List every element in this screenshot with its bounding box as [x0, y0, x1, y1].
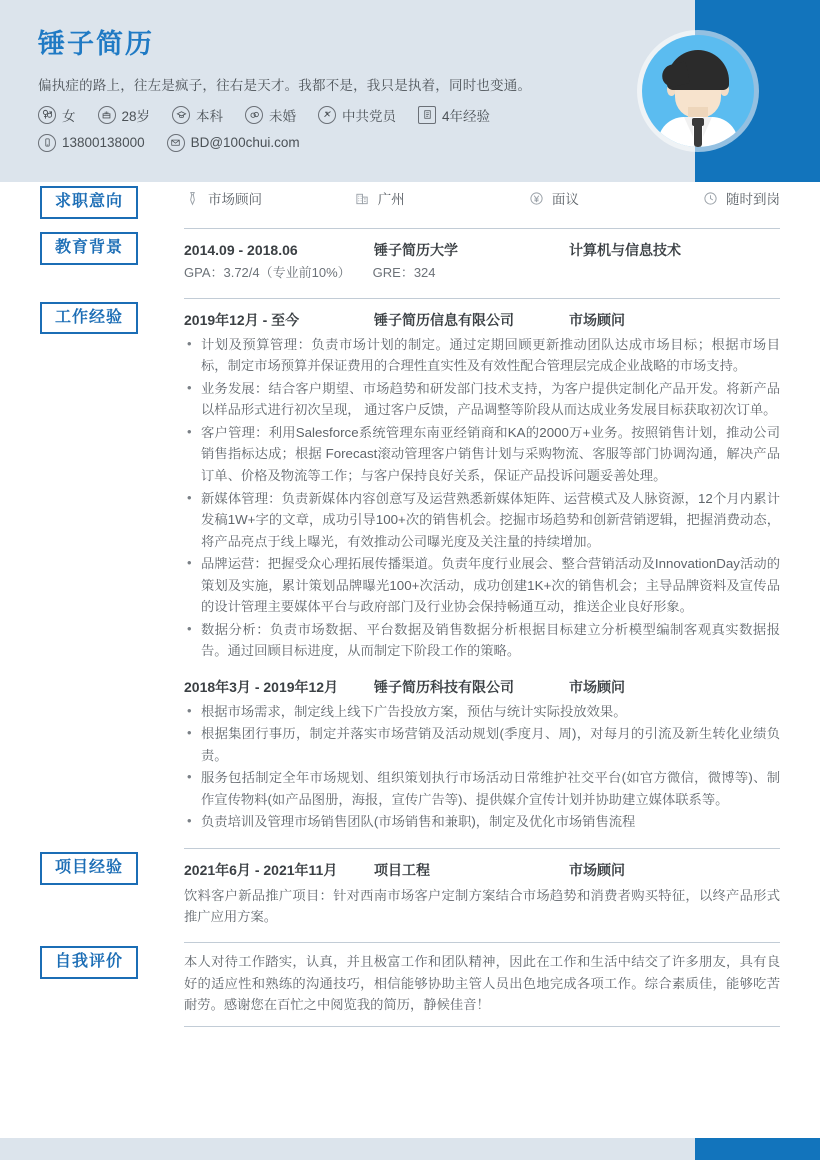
- work-role: 市场顾问: [569, 678, 625, 695]
- work-role: 市场顾问: [569, 311, 625, 328]
- section-body-education: [184, 228, 780, 298]
- work-date: 2018年3月 - 2019年12月: [184, 678, 339, 695]
- section-body-intention: [184, 182, 780, 228]
- section-label-col: [40, 298, 184, 335]
- list-item: • 数据分析：负责市场数据、平台数据及销售数据分析根据目标建立分析模型编制客观真实数据报告。通过回顾目标进度，从而制定下阶段工作的策略。: [184, 619, 780, 662]
- info-email: [167, 134, 300, 152]
- project-role: 市场顾问: [569, 861, 625, 878]
- intention-availability: [702, 188, 780, 208]
- education-major: 计算机与信息技术: [569, 242, 681, 258]
- info-education-text: 本科: [196, 108, 224, 124]
- info-education: [172, 105, 223, 125]
- section-project-experience: [40, 848, 780, 942]
- intention-city: [354, 188, 528, 208]
- avatar-hair: [667, 50, 729, 90]
- intention-availability-text: 随时到岗: [726, 192, 780, 207]
- footer-accent-bar: [695, 1138, 820, 1160]
- avatar-tie: [694, 123, 702, 147]
- project-description: 饮料客户新品推广项目：针对西南市场客户定制方案结合市场趋势和消费者购买特征，以终产品形式推广应用方案。: [184, 887, 780, 925]
- avatar: [642, 35, 754, 147]
- birthday-cake-icon: [98, 106, 116, 124]
- section-label-project: 项目经验: [40, 852, 138, 885]
- education-date: 2014.09 - 2018.06: [184, 242, 298, 258]
- evaluation-body: [184, 943, 780, 1026]
- yen-circle-icon: [528, 190, 545, 207]
- email-icon: [167, 134, 185, 152]
- graduation-cap-icon: [172, 106, 190, 124]
- page-footer: [0, 1138, 820, 1160]
- info-political: [318, 105, 396, 125]
- section-label-col: [40, 228, 184, 265]
- section-body-evaluation: [184, 942, 780, 1031]
- info-marital: [245, 105, 296, 125]
- intention-city-text: 广州: [377, 192, 405, 207]
- info-political-text: 中共党员: [342, 108, 397, 124]
- section-label-col: [40, 848, 184, 885]
- work-bullet-list: [184, 334, 780, 662]
- work-date: 2019年12月 - 至今: [184, 311, 300, 328]
- info-experience: [418, 105, 490, 125]
- work-bullet-list: [184, 701, 780, 833]
- project-name: 项目工程: [374, 861, 430, 878]
- section-job-intention: [40, 182, 780, 228]
- work-company: 锤子简历信息有限公司: [374, 311, 514, 328]
- section-label-col: [40, 182, 184, 219]
- section-divider-bottom: [184, 1026, 780, 1027]
- gender-icon: [38, 106, 56, 124]
- list-item: • 根据市场需求，制定线上线下广告投放方案，预估与统计实际投放效果。: [184, 701, 780, 723]
- list-item: • 负责培训及管理市场销售团队(市场销售和兼职)，制定及优化市场销售流程: [184, 811, 780, 833]
- section-self-evaluation: [40, 942, 780, 1031]
- info-age: [98, 105, 151, 125]
- list-item: • 品牌运营：把握受众心理拓展传播渠道。负责年度行业展会、整合营销活动及InnovationDay活动的策划及实施，累计策划品牌曝光100+次活动，成功创建1K+次的销售机会；主导品牌资料及宣传品的设计管理主要媒体平台与政府部门及行业协会保持畅通互动，推送企业良好形象。: [184, 553, 780, 618]
- intention-position-text: 市场顾问: [208, 192, 262, 207]
- list-item: • 根据集团行事历，制定并落实市场营销及活动规划(季度月、周)，对每月的引流及新生转化业绩负责。: [184, 723, 780, 766]
- info-age-text: 28岁: [121, 108, 151, 124]
- section-education: [40, 228, 780, 298]
- list-item: • 计划及预算管理：负责市场计划的制定。通过定期回顾更新推动团队达成市场目标；根据市场目标，制定市场预算并保证费用的合理性直实性及有效性配合管理层完成企业战略的市场支持。: [184, 334, 780, 377]
- work-years-icon: [418, 106, 436, 124]
- avatar-collar-right: [703, 117, 712, 137]
- intention-salary: [528, 188, 702, 208]
- intention-position: [184, 188, 354, 208]
- resume-title: 锤子简历: [38, 29, 154, 59]
- list-item: • 新媒体管理：负责新媒体内容创意写及运营熟悉新媒体矩阵、运营模式及人脉资源，12个月内累计发稿1W+字的文章，成功引导100+次的销售机会。挖掘市场趋势和创新营销逻辑，把握消费动态，将产品亮点于线上曝光，有效推动公司曝光度及关注量的持续增加。: [184, 488, 780, 553]
- list-item: • 客户管理：利用Salesforce系统管理东南亚经销商和KA的2000万+业务。按照销售计划，推动公司销售指标达成；根据 Forecast滚动管理客户销售计划与采购物流、客服等部门协调沟通，解决产品订单、价格及物流等工作；与客户保持良好关系，保证产品投诉问题妥善处理。: [184, 422, 780, 487]
- building-icon: [354, 190, 371, 207]
- necktie-icon: [184, 190, 201, 207]
- education-entry-head: [184, 229, 780, 261]
- education-school: 锤子简历大学: [374, 242, 458, 258]
- section-work-experience: [40, 298, 780, 848]
- project-date: 2021年6月 - 2021年11月: [184, 861, 338, 878]
- info-marital-text: 未婚: [269, 108, 297, 124]
- list-item: • 业务发展：结合客户期望、市场趋势和研发部门技术支持，为客户提供定制化产品开发。将新产品以样品形式进行初次呈现， 通过客户反馈，产品调整等阶段从而达成业务发展目标获取初次订单。: [184, 378, 780, 421]
- section-body-work: [184, 298, 780, 848]
- resume-tagline: 偏执症的路上，往左是疯子，往右是天才。我都不是，我只是执着，同时也变通。: [38, 77, 532, 93]
- section-body-project: [184, 848, 780, 942]
- resume-body: [0, 182, 820, 1031]
- party-emblem-icon: [318, 106, 336, 124]
- intention-salary-text: 面议: [551, 192, 579, 207]
- section-label-education: 教育背景: [40, 232, 138, 265]
- section-label-col: [40, 942, 184, 979]
- education-gpa: GPA：3.72/4（专业前10%）: [184, 265, 351, 280]
- list-item: • 服务包括制定全年市场规划、组织策划执行市场活动日常维护社交平台(如官方微信，微博等)、制作宣传物料(如产品图册，海报，宣传广告等)、提供媒介宣传计划并协助建立媒体联系等。: [184, 767, 780, 810]
- marital-status-icon: [245, 106, 263, 124]
- info-phone-text: 13800138000: [62, 135, 145, 151]
- project-entry-head: [184, 849, 780, 881]
- work-entry-head: [184, 299, 780, 331]
- phone-icon: [38, 134, 56, 152]
- info-gender: [38, 105, 76, 125]
- education-gre: GRE：324: [372, 265, 436, 280]
- evaluation-text: 本人对待工作踏实，认真，并且极富工作和团队精神，因此在工作和生活中结交了许多朋友，具有良好的适应性和熟练的沟通技巧，相信能够协助主管人员出色地完成各项工作。综合素质佳，能够吃苦耐劳。感谢您在百忙之中阅览我的简历，静候佳音！: [184, 954, 780, 1013]
- info-gender-text: 女: [62, 108, 76, 124]
- section-label-intention: 求职意向: [40, 186, 138, 219]
- section-label-work: 工作经验: [40, 302, 138, 335]
- education-sub-line: [184, 261, 780, 284]
- resume-header: [0, 0, 820, 182]
- info-phone: [38, 134, 145, 152]
- clock-icon: [702, 190, 719, 207]
- info-email-text: BD@100chui.com: [190, 135, 300, 151]
- work-entry-head: [184, 663, 780, 698]
- intention-row: [184, 182, 780, 224]
- section-label-evaluation: 自我评价: [40, 946, 138, 979]
- info-experience-text: 4年经验: [442, 108, 491, 124]
- work-company: 锤子简历科技有限公司: [374, 678, 514, 695]
